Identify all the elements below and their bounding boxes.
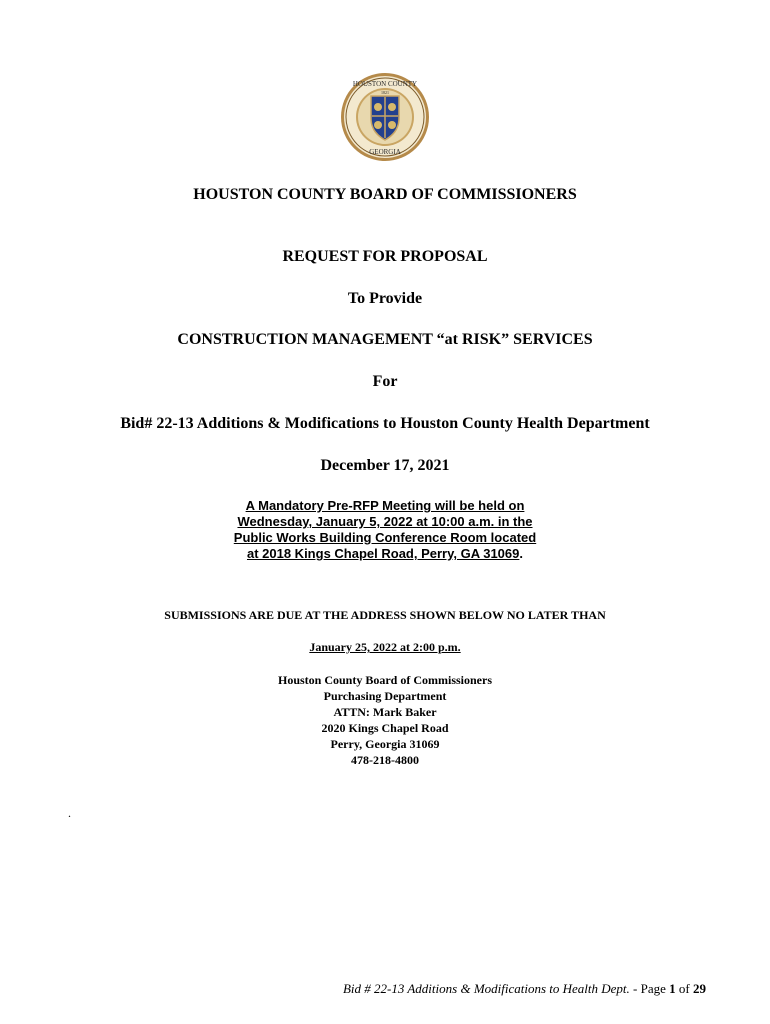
- rfp-heading: REQUEST FOR PROPOSAL: [282, 248, 488, 265]
- address-phone: 478-218-4800: [351, 753, 419, 767]
- meeting-line-3: Public Works Building Conference Room located: [233, 530, 537, 545]
- address-line-1: Houston County Board of Commissioners: [277, 673, 493, 687]
- address-line-4: 2020 Kings Chapel Road: [321, 721, 449, 735]
- meeting-line-4-period: .: [519, 546, 523, 561]
- county-seal-logo: [340, 72, 430, 162]
- seal-year: 1821: [381, 90, 389, 95]
- footer-separator: - Page: [629, 981, 670, 996]
- footer-of: of: [675, 981, 693, 996]
- submission-deadline: January 25, 2022 at 2:00 p.m.: [309, 640, 461, 654]
- document-date: December 17, 2021: [320, 457, 450, 474]
- address-line-3: ATTN: Mark Baker: [333, 705, 437, 719]
- service-heading: CONSTRUCTION MANAGEMENT “at RISK” SERVICES: [177, 331, 593, 348]
- meeting-notice: [0, 498, 770, 562]
- organization-title: HOUSTON COUNTY BOARD OF COMMISSIONERS: [193, 186, 577, 203]
- meeting-line-1: A Mandatory Pre-RFP Meeting will be held on: [245, 498, 525, 513]
- footer-page-total: 29: [693, 981, 706, 996]
- page-footer: [343, 981, 706, 997]
- address-line-5: Perry, Georgia 31069: [330, 737, 440, 751]
- seal-text-bottom: GEORGIA: [369, 148, 401, 156]
- meeting-line-2: Wednesday, January 5, 2022 at 10:00 a.m. in the: [237, 514, 533, 529]
- stray-period: .: [68, 806, 71, 820]
- submission-notice: SUBMISSIONS ARE DUE AT THE ADDRESS SHOWN BELOW NO LATER THAN: [164, 608, 606, 622]
- mailing-address: [0, 672, 770, 768]
- meeting-line-4: at 2018 Kings Chapel Road, Perry, GA 31069: [246, 546, 520, 561]
- bid-heading: Bid# 22-13 Additions & Modifications to Houston County Health Department: [120, 415, 650, 432]
- address-line-2: Purchasing Department: [323, 689, 447, 703]
- for-heading: For: [372, 373, 398, 390]
- footer-title: Bid # 22-13 Additions & Modifications to Health Dept.: [342, 981, 630, 996]
- to-provide-heading: To Provide: [347, 290, 423, 307]
- seal-text-top: HOUSTON COUNTY: [352, 80, 418, 88]
- footer-page-number: 1: [669, 981, 676, 996]
